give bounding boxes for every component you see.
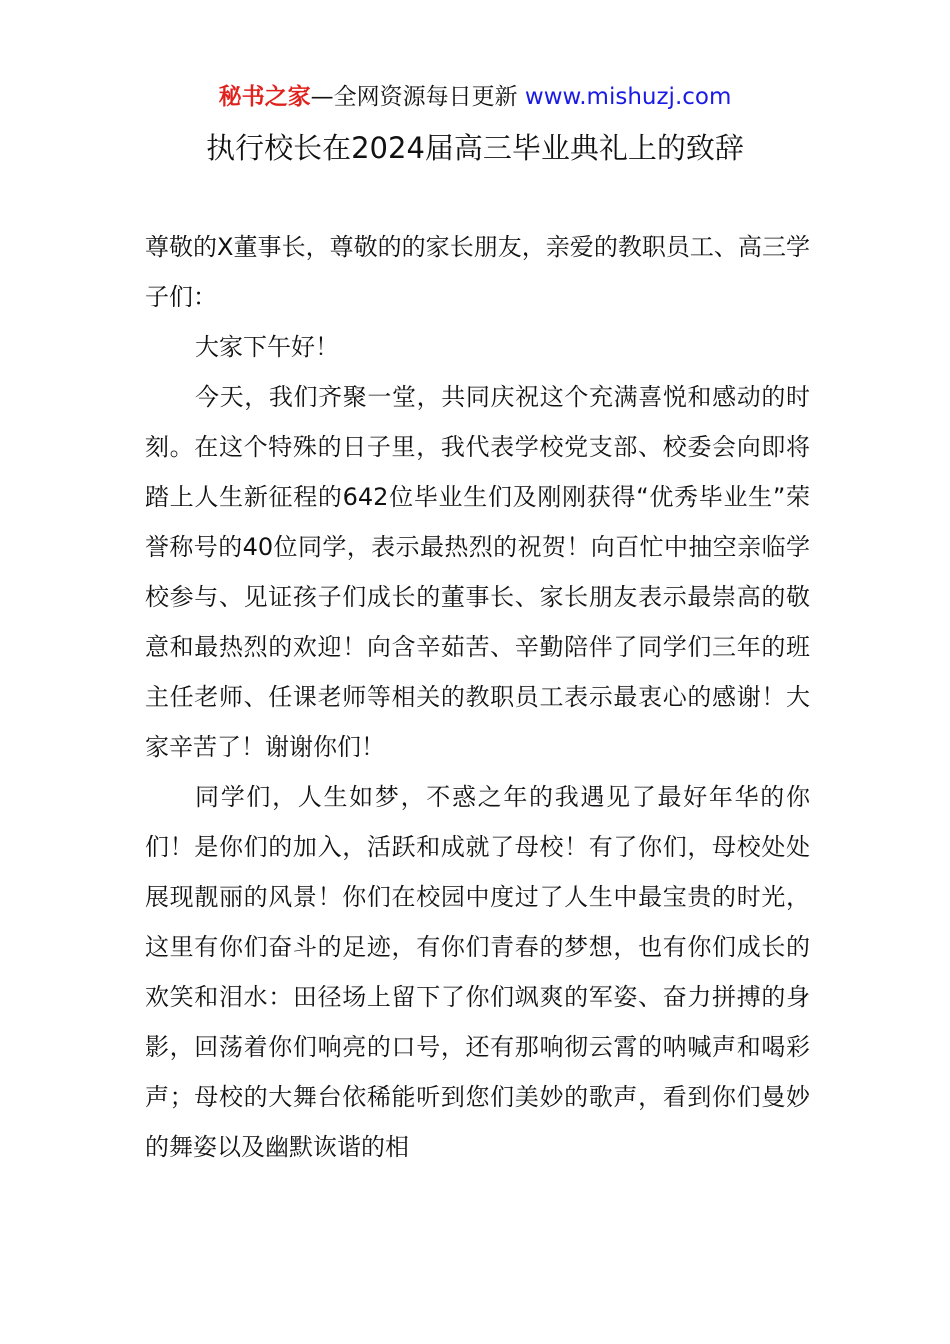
- site-brand: 秘书之家: [218, 84, 311, 110]
- document-title: 执行校长在2024届高三毕业典礼上的致辞: [206, 131, 744, 165]
- site-tagline: —全网资源每日更新: [310, 84, 525, 110]
- document-body: [145, 222, 810, 1172]
- body-paragraph: 同学们，人生如梦，不惑之年的我遇见了最好年华的你们！是你们的加入，活跃和成就了母校！有了你们，母校处处展现靓丽的风景！你们在校园中度过了人生中最宝贵的时光，这里有你们奋斗的足迹，有你们青春的梦想，也有你们成长的欢笑和泪水：田径场上留下了你们飒爽的军姿、奋力拼搏的身影，回荡着你们响亮的口号，还有那响彻云霄的呐喊声和喝彩声；母校的大舞台依稀能听到您们美妙的歌声，看到你们曼妙的舞姿以及幽默诙谐的相: [145, 783, 810, 1161]
- greeting: 大家下午好！: [195, 333, 339, 361]
- body-paragraph: 今天，我们齐聚一堂，共同庆祝这个充满喜悦和感动的时刻。在这个特殊的日子里，我代表学校党支部、校委会向即将踏上人生新征程的642位毕业生们及刚刚获得“优秀毕业生”荣誉称号的40位同学，表示最热烈的祝贺！向百忙中抽空亲临学校参与、见证孩子们成长的董事长、家长朋友表示最崇高的敬意和最热烈的欢迎！向含辛茹苦、辛勤陪伴了同学们三年的班主任老师、任课老师等相关的教职员工表示最衷心的感谢！大家辛苦了！谢谢你们！: [145, 383, 810, 761]
- salutation: 尊敬的X董事长，尊敬的的家长朋友，亲爱的教职员工、高三学子们：: [145, 233, 810, 311]
- site-url-link[interactable]: www.mishuzj.com: [524, 84, 732, 110]
- site-header: [0, 82, 950, 112]
